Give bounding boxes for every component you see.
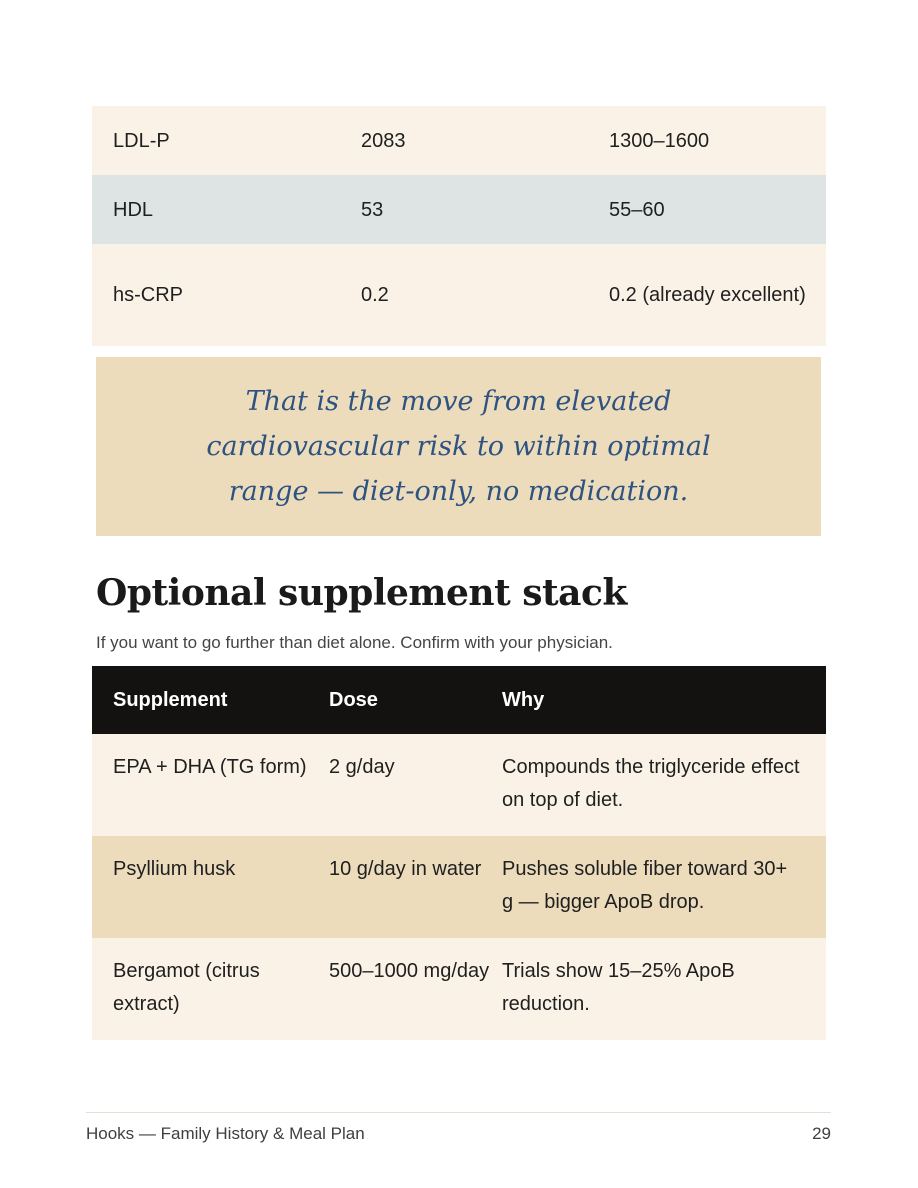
dose-cell: 500–1000 mg/day [329, 960, 490, 982]
marker-cell: LDL-P [113, 129, 170, 152]
table-header-row [92, 666, 826, 734]
supplement-name-cell: Psyllium husk [113, 858, 236, 880]
why-cell: Pushes soluble fiber toward 30+ g — bigger ApoB drop. [502, 858, 788, 913]
header-supplement: Supplement [113, 688, 228, 711]
table-row [92, 244, 826, 346]
current-value-cell: 2083 [361, 129, 406, 152]
table-row [92, 175, 826, 244]
table-row [92, 734, 826, 836]
footer-divider [86, 1112, 831, 1113]
why-cell: Trials show 15–25% ApoB reduction. [502, 960, 735, 1015]
target-value-cell: 1300–1600 [609, 129, 710, 152]
quote-text: That is the move from elevated cardiovascular risk to within optimal range — diet-only, no medication. [206, 386, 711, 507]
supplement-name-cell: Bergamot (citrus extract) [113, 960, 260, 1015]
table-row [92, 106, 826, 175]
callout-quote [96, 357, 821, 536]
target-value-cell: 55–60 [609, 198, 665, 221]
dose-cell: 2 g/day [329, 756, 395, 778]
target-value-cell: 0.2 (already excellent) [609, 284, 806, 306]
supplement-table [92, 666, 826, 1040]
marker-cell: HDL [113, 198, 154, 221]
header-dose: Dose [329, 688, 378, 711]
table-row [92, 938, 826, 1040]
dose-cell: 10 g/day in water [329, 858, 482, 880]
section-title: Optional supplement stack [96, 572, 627, 614]
page-number: 29 [812, 1124, 831, 1143]
table-row [92, 836, 826, 938]
section-subtitle: If you want to go further than diet alone. Confirm with your physician. [96, 633, 613, 652]
header-why: Why [502, 688, 545, 711]
footer-title: Hooks — Family History & Meal Plan [86, 1124, 365, 1143]
current-value-cell: 0.2 [361, 284, 389, 306]
marker-cell: hs-CRP [113, 284, 184, 306]
current-value-cell: 53 [361, 198, 384, 221]
why-cell: Compounds the triglyceride effect on top of diet. [502, 756, 800, 811]
supplement-name-cell: EPA + DHA (TG form) [113, 756, 307, 778]
biomarker-table [92, 106, 826, 346]
